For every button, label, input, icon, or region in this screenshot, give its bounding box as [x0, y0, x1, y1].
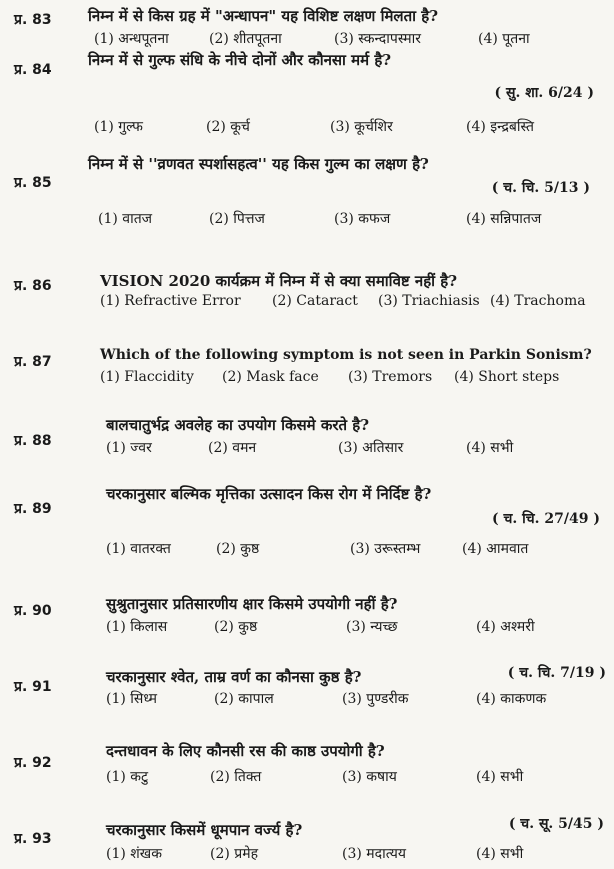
- option-2: (2) Mask face: [222, 369, 319, 385]
- option-1: (1) वातरक्त: [106, 541, 171, 557]
- question-number: प्र. 90: [14, 603, 52, 619]
- option-4: (4) काकणक: [476, 691, 547, 707]
- reference: ( च. चि. 5/13 ): [491, 180, 590, 196]
- option-3: (3) पुण्डरीक: [342, 691, 409, 707]
- option-1: (1) Flaccidity: [100, 369, 194, 385]
- reference: ( च. चि. 7/19 ): [507, 665, 606, 681]
- reference: ( च. सू. 5/45 ): [508, 816, 604, 832]
- option-3: (3) कषाय: [342, 769, 397, 785]
- question-number: प्र. 87: [14, 354, 52, 370]
- question-text: Which of the following symptom is not seen in Parkin Sonism?: [100, 347, 592, 363]
- option-1: (1) वातज: [98, 211, 153, 227]
- option-4: (4) पूतना: [478, 31, 530, 47]
- option-1: (1) अन्धपूतना: [94, 31, 169, 47]
- option-1: (1) सिध्म: [106, 691, 158, 707]
- question-text: निम्न में से ''व्रणवत स्पर्शासहत्व'' यह किस गुल्म का लक्षण है?: [88, 155, 429, 173]
- option-2: (2) प्रमेह: [210, 846, 259, 862]
- question-text: निम्न में से किस ग्रह में "अन्धापन" यह विशिष्ट लक्षण मिलता है?: [88, 7, 439, 25]
- question-number: प्र. 83: [14, 12, 52, 28]
- question-number: प्र. 91: [14, 679, 52, 695]
- option-1: (1) ज्वर: [106, 440, 152, 456]
- question-number: प्र. 86: [14, 278, 52, 294]
- option-4: (4) सभी: [466, 440, 514, 456]
- option-2: (2) पित्तज: [209, 211, 265, 227]
- option-1: (1) कटु: [106, 769, 149, 785]
- option-3: (3) Tremors: [348, 369, 433, 385]
- question-number: प्र. 92: [14, 755, 52, 771]
- question-text: दन्तधावन के लिए कौनसी रस की काष्ठ उपयोगी है?: [106, 742, 385, 760]
- question-number: प्र. 88: [14, 433, 52, 449]
- question-text: VISION 2020 कार्यक्रम में निम्न में से क्या समाविष्ट नहीं है?: [100, 272, 458, 290]
- option-1: (1) शंखक: [106, 846, 163, 862]
- option-2: (2) कुष्ठ: [216, 541, 260, 557]
- option-2: (2) कूर्च: [206, 119, 250, 135]
- question-text: चरकानुसार बल्मिक मृत्तिका उत्सादन किस रोग में निर्दिष्ट है?: [106, 485, 432, 503]
- question-number: प्र. 93: [14, 831, 52, 847]
- option-4: (4) सभी: [476, 769, 524, 785]
- option-3: (3) उरूस्तम्भ: [350, 541, 421, 557]
- option-2: (2) तिक्त: [210, 769, 262, 785]
- question-text: बालचातुर्भद्र अवलेह का उपयोग किसमे करते है?: [106, 416, 370, 434]
- option-3: (3) स्कन्दापस्मार: [334, 31, 421, 47]
- reference: ( च. चि. 27/49 ): [492, 511, 600, 527]
- option-1: (1) किलास: [106, 619, 168, 635]
- option-4: (4) आमवात: [462, 541, 529, 557]
- option-3: (3) मदात्यय: [342, 846, 407, 862]
- reference: ( सु. शा. 6/24 ): [494, 85, 594, 101]
- option-2: (2) वमन: [208, 440, 257, 456]
- option-4: (4) सभी: [476, 846, 524, 862]
- question-number: प्र. 84: [14, 62, 52, 78]
- question-text: चरकानुसार किसमें धूमपान वर्ज्य है?: [106, 821, 303, 839]
- question-text: सुश्रुतानुसार प्रतिसारणीय क्षार किसमे उपयोगी नहीं है?: [106, 595, 398, 613]
- option-3: (3) कूर्चशिर: [330, 119, 393, 135]
- option-2: (2) कापाल: [214, 691, 274, 707]
- question-text: निम्न में से गुल्फ संधि के नीचे दोनों और कौनसा मर्म है?: [88, 51, 392, 69]
- question-text: चरकानुसार श्वेत, ताम्र वर्ण का कौनसा कुष्ठ है?: [106, 668, 362, 686]
- question-number: प्र. 89: [14, 501, 52, 517]
- option-1: (1) Refractive Error: [100, 293, 241, 309]
- option-4: (4) Short steps: [454, 369, 560, 385]
- option-4: (4) इन्द्रबस्ति: [466, 119, 534, 135]
- option-4: (4) Trachoma: [490, 293, 586, 309]
- option-2: (2) Cataract: [272, 293, 358, 309]
- option-4: (4) अश्मरी: [476, 619, 535, 635]
- option-3: (3) कफज: [334, 211, 391, 227]
- option-1: (1) गुल्फ: [94, 119, 143, 135]
- option-3: (3) अतिसार: [338, 440, 404, 456]
- option-2: (2) कुष्ठ: [214, 619, 258, 635]
- option-4: (4) सन्निपातज: [466, 211, 542, 227]
- option-3: (3) न्यच्छ: [346, 619, 398, 635]
- question-number: प्र. 85: [14, 175, 52, 191]
- option-3: (3) Triachiasis: [378, 293, 480, 309]
- option-2: (2) शीतपूतना: [209, 31, 282, 47]
